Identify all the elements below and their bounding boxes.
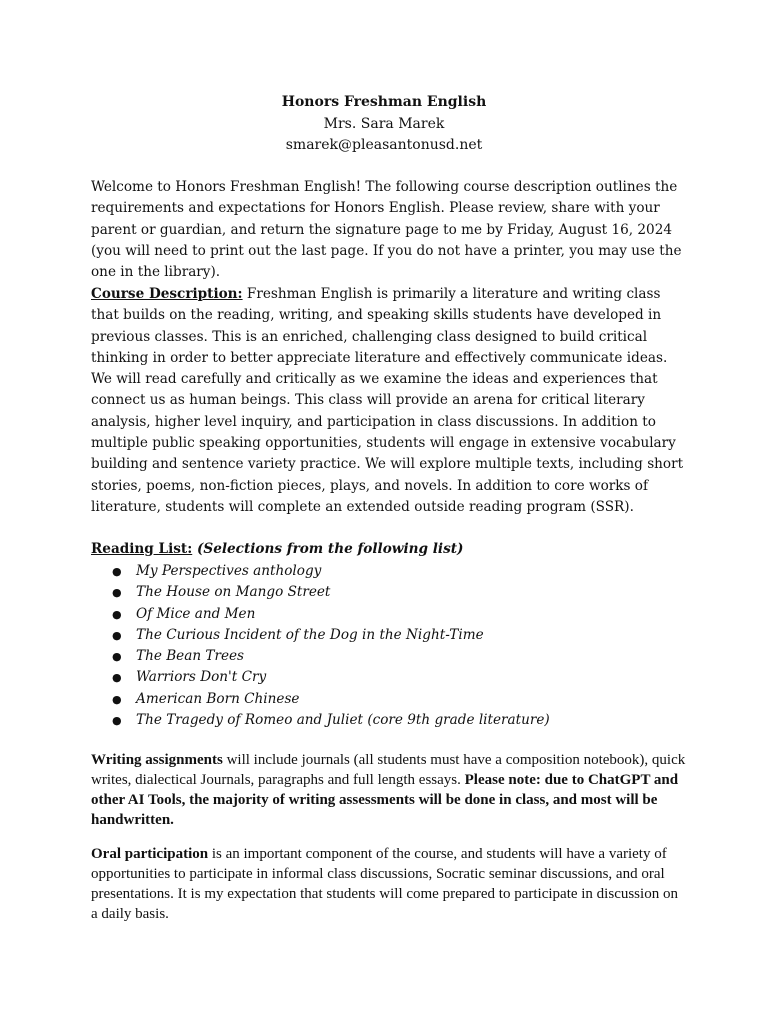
teacher-name: Mrs. Sara Marek [323,115,445,132]
writing-assignments-paragraph [91,750,687,830]
document-header [0,92,768,157]
writing-assignments-lead: Writing assignments [91,752,223,768]
list-item [91,667,687,688]
writing-assignments-text: will include journals (all students must have a composition notebook), quick writes, dialectical Journals, paragraphs and full length essays. [91,752,686,788]
reading-list-heading: Reading List: [91,541,193,557]
list-item [91,710,687,731]
list-item [91,625,687,646]
ai-tools-note: Please note: due to ChatGPT and other AI Tools, the majority of writing assessments will be done in class, and most will be handwritten. [91,772,679,828]
list-item [91,582,687,603]
list-item [91,604,687,625]
book-title: The Curious Incident of the Dog in the Night-Time [136,626,484,643]
reading-list [91,561,687,731]
reading-list-heading-line [91,539,687,560]
oral-participation-lead: Oral participation [91,846,209,862]
bullet-icon: ● [112,650,122,664]
book-title: Warriors Don't Cry [136,669,267,686]
list-item [91,561,687,582]
welcome-paragraph: Welcome to Honors Freshman English! The following course description outlines the requirements and expectations for Honors English. Please review, share with your parent or guardian, and return the signature page to me by Friday, August 16, 2024 (you will need to print out the last page. If you do not have a printer, you may use the one in the library). [91,179,682,281]
list-item [91,646,687,667]
course-title: Honors Freshman English [281,94,487,110]
book-title: Of Mice and Men [136,605,256,622]
reading-list-note: (Selections from the following list) [192,541,464,557]
oral-participation-text: is an important component of the course, and students will have a variety of opportunities to participate in informal class discussions, Socratic seminar discussions, and oral presentations. It is my expectation that students will come prepared to participate in discussion on a daily basis. [91,846,678,922]
bullet-icon: ● [112,671,122,685]
book-title: American Born Chinese [136,690,300,707]
bullet-icon: ● [112,628,122,642]
book-title: My Perspectives anthology [136,563,322,579]
book-title: The Tragedy of Romeo and Juliet (core 9th grade literature) [136,712,550,729]
bullet-icon: ● [112,586,122,600]
course-description-paragraph [91,284,687,518]
list-item [91,689,687,710]
book-title: The Bean Trees [136,648,245,665]
book-title: The House on Mango Street [136,584,331,601]
bullet-icon: ● [112,607,122,621]
teacher-email: smarek@pleasantonusd.net [285,137,483,153]
oral-participation-paragraph [91,844,687,924]
bullet-icon: ● [112,714,122,728]
bullet-icon: ● [112,565,122,578]
course-description-heading: Course Description: [91,286,243,302]
course-description-text: Freshman English is primarily a literature and writing class that builds on the reading, writing, and speaking skills students have developed in previous classes. This is an enriched, challenging class designed to build critical thinking in order to better appreciate literature and effectively communicate ideas. We will read carefully and critically as we examine the ideas and experiences that connect us as human beings. This class will provide an arena for critical literary analysis, higher level inquiry, and participation in class discussions. In addition to multiple public speaking opportunities, students will engage in extensive vocabulary building and sentence variety practice. We will explore multiple texts, including short stories, poems, non-fiction pieces, plays, and novels. In addition to core works of literature, students will complete an extended outside reading program (SSR). [91,286,684,515]
bullet-icon: ● [112,692,122,706]
